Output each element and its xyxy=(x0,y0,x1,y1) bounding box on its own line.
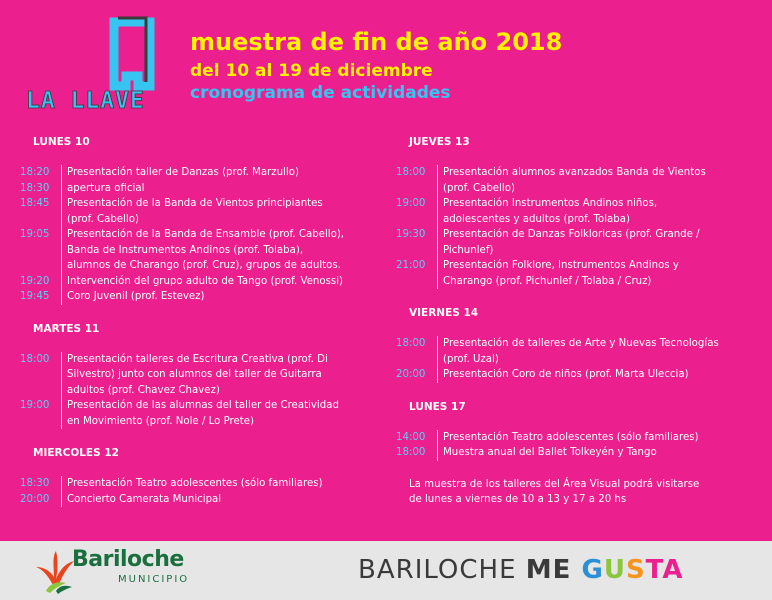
event-time: 19:05 xyxy=(20,229,50,240)
event-row xyxy=(20,492,370,508)
event-time: 18:00 xyxy=(20,353,50,365)
event-description: Intervención del grupo adulto de Tango (prof. Venossi) xyxy=(61,274,370,290)
day-title: MARTES 11 xyxy=(33,322,100,335)
bariloche-brand: Bariloche xyxy=(72,547,184,572)
event-time: 21:00 xyxy=(396,260,426,271)
footer xyxy=(0,541,772,600)
event-dates: del 10 al 19 de diciembre xyxy=(190,61,433,81)
event-row xyxy=(20,476,370,492)
event-row xyxy=(20,274,370,290)
event-description: Presentación alumnos avanzados Banda de Vientos (prof. Cabello) xyxy=(437,165,746,196)
event-row xyxy=(20,165,370,181)
slogan xyxy=(358,555,684,585)
day-title: JUEVES 13 xyxy=(409,136,470,148)
event-list xyxy=(396,165,746,289)
event-description: Presentación taller de Danzas (prof. Marzullo) xyxy=(61,165,370,181)
event-list xyxy=(20,476,370,507)
slogan-g: G xyxy=(581,555,604,585)
day-title: VIERNES 14 xyxy=(409,307,479,319)
event-list xyxy=(20,165,370,305)
day-title: MIERCOLES 12 xyxy=(33,447,119,459)
event-row xyxy=(20,181,370,197)
event-time: 20:00 xyxy=(396,369,426,380)
event-description: Presentación de Danzas Folkloricas (prof. Grande / Pichunlef) xyxy=(437,227,746,258)
day-title: LUNES 17 xyxy=(409,400,466,413)
day-title: LUNES 10 xyxy=(33,136,90,148)
day-block xyxy=(20,446,370,507)
event-time: 18:30 xyxy=(20,478,50,489)
visual-area-note: La muestra de los talleres del Área Visual podrá visitarse de lunes a viernes de 10 a 13 y 17 a 20 hs xyxy=(409,478,700,505)
event-list xyxy=(20,352,370,430)
page-title: muestra de fin de año 2018 xyxy=(190,28,563,56)
event-time: 19:00 xyxy=(396,198,426,209)
event-description: Presentación de la Banda de Vientos principiantes (prof. Cabello) xyxy=(61,196,370,227)
day-block xyxy=(396,135,746,289)
event-row xyxy=(396,258,746,289)
logo-text: LA LLAVE xyxy=(26,88,145,114)
event-time: 14:00 xyxy=(396,431,426,443)
event-row xyxy=(20,196,370,227)
header xyxy=(190,27,562,104)
event-row xyxy=(20,289,370,305)
event-description: apertura oficial xyxy=(61,181,370,197)
slogan-u: U xyxy=(603,555,626,585)
event-description: Concierto Camerata Municipal xyxy=(61,492,370,508)
event-row xyxy=(20,398,370,429)
event-row xyxy=(396,445,746,461)
schedule-column-right xyxy=(396,135,746,508)
slogan-s: S xyxy=(625,555,646,585)
event-description: Presentación Instrumentos Andinos niños, adolescentes y adultos (prof. Tolaba) xyxy=(437,196,746,227)
event-description: Presentación Coro de niños (prof. Marta Uleccia) xyxy=(437,367,746,383)
event-time: 18:00 xyxy=(396,338,426,349)
event-description: Presentación Teatro adolescentes (sólo familiares) xyxy=(437,430,746,446)
event-description: Muestra anual del Ballet Tolkeyén y Tango xyxy=(437,445,746,461)
event-time: 19:30 xyxy=(396,229,426,240)
event-row xyxy=(396,367,746,383)
event-row xyxy=(396,227,746,258)
event-row xyxy=(20,227,370,274)
event-time: 18:00 xyxy=(396,447,426,458)
event-time: 19:20 xyxy=(20,275,50,287)
event-time: 18:45 xyxy=(20,198,50,209)
event-row xyxy=(396,430,746,446)
event-time: 18:20 xyxy=(20,167,50,178)
la-llave-logo xyxy=(22,16,172,116)
day-block xyxy=(396,400,746,461)
event-time: 18:00 xyxy=(396,167,426,178)
schedule-column-left xyxy=(20,135,370,524)
day-block xyxy=(20,322,370,430)
slogan-start: BARILOCHE xyxy=(358,555,526,585)
event-row xyxy=(396,165,746,196)
event-time: 18:30 xyxy=(20,182,50,194)
event-row xyxy=(396,196,746,227)
event-list xyxy=(396,336,746,383)
event-description: Presentación de talleres de Arte y Nuevas Tecnologías (prof. Uzal) xyxy=(437,336,746,367)
event-description: Coro Juvenil (prof. Estevez) xyxy=(61,289,370,305)
event-description: Presentación de la Banda de Ensamble (prof. Cabello), Banda de Instrumentos Andinos (prof. Tolaba), alumnos de Charango (prof. Cruz), grupos de adultos. xyxy=(61,227,370,274)
event-description: Presentación Teatro adolescentes (sólo familiares) xyxy=(61,476,370,492)
event-row xyxy=(396,336,746,367)
event-description: Presentación de las alumnas del taller de Creatividad en Movimiento (prof. Nole / Lo Prete) xyxy=(61,398,370,429)
event-description: Presentación talleres de Escritura Creativa (prof. Di Silvestro) junto con alumnos del taller de Guitarra adultos (prof. Chavez Chavez) xyxy=(61,352,370,399)
event-time: 19:45 xyxy=(20,291,50,302)
day-block xyxy=(20,135,370,305)
day-block xyxy=(396,306,746,383)
event-description: Presentación Folklore, Instrumentos Andinos y Charango (prof. Pichunlef / Tolaba / Cruz) xyxy=(437,258,746,289)
page-subtitle: cronograma de actividades xyxy=(190,83,451,103)
slogan-ta: TA xyxy=(645,555,684,585)
event-time: 20:00 xyxy=(20,493,50,505)
municipio-label: MUNICIPIO xyxy=(118,574,190,585)
event-row xyxy=(20,352,370,399)
event-list xyxy=(396,430,746,461)
event-time: 19:00 xyxy=(20,400,50,411)
slogan-me: ME xyxy=(525,555,582,585)
